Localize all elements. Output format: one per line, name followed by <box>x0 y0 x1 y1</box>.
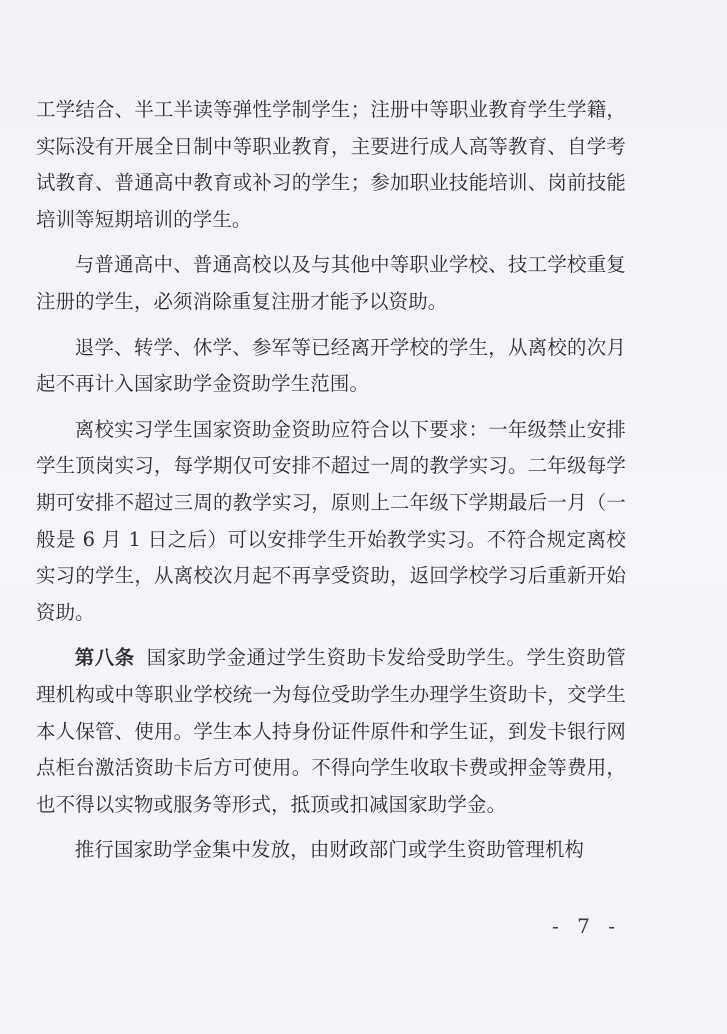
page-number: - 7 - <box>552 914 621 938</box>
paragraph-duplicate-registration: 与普通高中、普通高校以及与其他中等职业学校、技工学校重复注册的学生，必须消除重复注册才能予以资助。 <box>36 253 626 313</box>
paragraph-ineligible-students: 工学结合、半工半读等弹性学制学生；注册中等职业教育学生学籍，实际没有开展全日制中等职业教育，主要进行成人高等教育、自学考试教育、普通高中教育或补习的学生；参加职业技能培训、岗前技能培训等短期培训的学生。 <box>36 98 626 231</box>
paragraph-internship-rules: 离校实习学生国家资助金资助应符合以下要求：一年级禁止安排学生顶岗实习，每学期仅可安排不超过一周的教学实习。二年级每学期可安排不超过三周的教学实习，原则上二年级下学期最后一月（一般是 6 月 1 日之后）可以安排学生开始教学实习。不符合规定离校实习的学生，从离校次月起不再享受资助，返回学校学习后重新开始资助。 <box>36 417 626 624</box>
paragraph-article-8 <box>36 640 626 823</box>
article-8-text: 国家助学金通过学生资助卡发给受助学生。学生资助管理机构或中等职业学校统一为每位受助学生办理学生资助卡，交学生本人保管、使用。学生本人持身份证件原件和学生证，到发卡银行网点柜台激活资助卡后方可使用。不得向学生收取卡费或押金等费用，也不得以实物或服务等形式，抵顶或扣减国家助学金。 <box>36 646 626 816</box>
article-8-heading: 第八条 <box>74 646 135 670</box>
paragraph-centralized-payment: 推行国家助学金集中发放，由财政部门或学生资助管理机构 <box>74 838 585 862</box>
body-text <box>36 92 626 878</box>
paragraph-left-school: 退学、转学、休学、参军等已经离开学校的学生，从离校的次月起不再计入国家助学金资助学生范围。 <box>36 335 626 396</box>
